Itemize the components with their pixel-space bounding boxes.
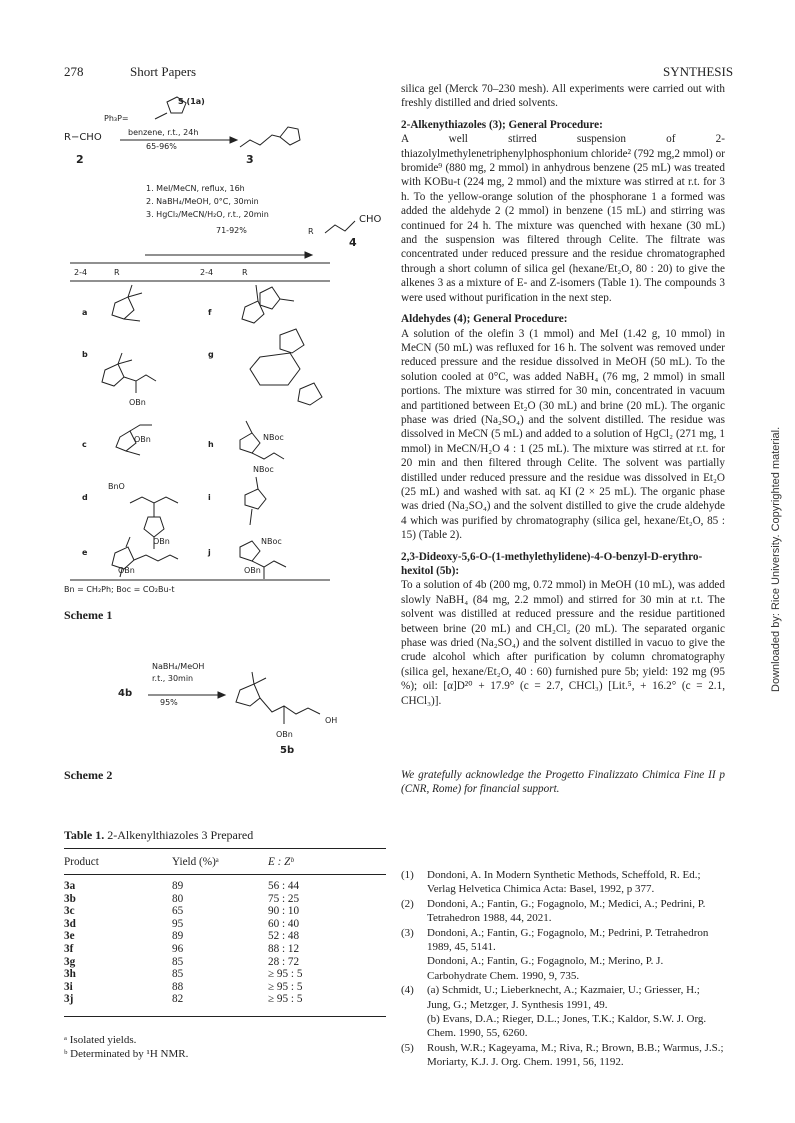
- table-row: 3i 88 ≥ 95 : 5: [64, 980, 303, 993]
- reference-item: (5) Roush, W.R.; Kageyama, M.; Riva, R.; Brown, B.B.; Warmus, J.S.; Moriarty, K.J. J. Org. Chem. 1991, 56, 1192.: [401, 1041, 724, 1069]
- table-row: 3g 85 28 : 72: [64, 955, 300, 968]
- row-label-c: c: [82, 440, 87, 449]
- label-obn-j: OBn: [244, 566, 261, 575]
- condition-1a: benzene, r.t., 24h: [128, 128, 199, 137]
- condition-2d: 71-92%: [216, 226, 247, 235]
- running-section: Short Papers: [130, 64, 197, 79]
- label-obn-c: OBn: [134, 435, 151, 444]
- row-label-i: i: [208, 493, 211, 502]
- acknowledgement: We gratefully acknowledge the Progetto Finalizzato Chimica Fine II p (CNR, Rome) for financial support.: [401, 769, 725, 796]
- table-row: 3f 96 88 : 12: [64, 942, 300, 955]
- row-label-j: j: [208, 548, 211, 557]
- aldehyde-rcho: R−CHO: [64, 132, 102, 143]
- row-label-g: g: [208, 350, 214, 359]
- table-1-top-rule: [64, 848, 386, 849]
- reference-item: (b) Evans, D.A.; Rieger, D.L.; Jones, T.K.; Kaldor, S.W. J. Org. Chem. 1990, 55, 6260.: [427, 1013, 707, 1040]
- row-label-d: d: [82, 493, 88, 502]
- table-row: 3d 95 60 : 40: [64, 917, 300, 930]
- row-label-b: b: [82, 350, 88, 359]
- structure-2f: [242, 285, 294, 323]
- scheme2-cond-c: 95%: [160, 698, 178, 707]
- download-notice: Downloaded by: Rice University. Copyrighted material.: [770, 426, 782, 692]
- label-nboc-j: NBoc: [261, 537, 282, 546]
- page-number: 278: [64, 64, 84, 79]
- table-1-header-product: Product: [64, 856, 99, 868]
- structure-2g: [250, 329, 322, 405]
- aldehyde-cho: CHO: [359, 214, 382, 225]
- table-1-footnote-b: ᵇ Determinated by ¹H NMR.: [64, 1048, 189, 1060]
- structure-2a: [112, 285, 142, 321]
- label-nboc-h: NBoc: [263, 433, 284, 442]
- intro-paragraph: silica gel (Merck 70–230 mesh). All experiments were carried out with freshly distilled and dried solvents.: [401, 83, 725, 110]
- compound-4-label: 4: [349, 236, 357, 249]
- condition-2b: 2. NaBH₄/MeOH, 0°C, 30min: [146, 197, 259, 206]
- scheme-1-footnote: Bn = CH₂Ph; Boc = CO₂Bu-t: [64, 585, 175, 594]
- table-1-header-yield: Yield (%)ᵃ: [172, 856, 219, 868]
- scheme2-cond-a: NaBH₄/MeOH: [152, 662, 205, 671]
- procedure-hexitol: To a solution of 4b (200 mg, 0.72 mmol) in MeOH (10 mL), was added slowly NaBH₄ (84 mg, 2.2 mmol) and stirred for 30 min at r.t. The solvent was distilled at reduced pressure and the residue partitioned between brine (20 mL) and CH₂Cl₂ (20 mL). The separated organic phase was dried (Na₂SO₄) and the solvent distilled in vacuo to give the crude alcohol which after purification by column chromatography (silica gel, hexane/Et₂O, 40 : 60) furnished pure 5b; yield: 192 mg (95 %); oil: [α]D²⁰ + 17.9° (c = 2.7, CHCl₃) [Lit.⁵, + 16.2° (c = 2.1, CHCl₃)].: [401, 579, 725, 707]
- table-1-footnote-a: ᵃ Isolated yields.: [64, 1034, 137, 1046]
- structure-2i: [245, 477, 266, 525]
- compound-3-label: 3: [246, 153, 254, 166]
- reference-item: (3) Dondoni, A.; Fantin, G.; Fogagnolo, M.; Pedrini, P. Tetrahedron 1989, 45, 5141.: [401, 926, 709, 954]
- scheme2-cond-b: r.t., 30min: [152, 674, 194, 683]
- scheme2-product-label: 5b: [280, 745, 295, 756]
- table-head-2-4-right: 2-4: [200, 268, 214, 277]
- thiazole-ring-product: [280, 127, 300, 145]
- table-row: 3b 80 75 : 25: [64, 892, 300, 905]
- reagent-ph3p: Ph₃P=: [104, 114, 129, 123]
- aldehyde-r: R: [308, 227, 314, 236]
- label-obn-b: OBn: [129, 398, 146, 407]
- table-1-bottom-rule: [64, 1016, 386, 1017]
- table-1-title-number: Table 1.: [64, 828, 105, 842]
- condition-1b: 65-96%: [146, 142, 177, 151]
- right-column: [401, 82, 725, 708]
- table-row: 3a 89 56 : 44: [64, 880, 300, 892]
- heading-hexitol: 2,3-Dideoxy-5,6-O-(1-methylethylidene)-4-O-benzyl-D-erythro-hexitol (5b):: [401, 550, 703, 577]
- table-head-r-right: R: [242, 268, 248, 277]
- condition-2c: 3. HgCl₂/MeCN/H₂O, r.t., 20min: [146, 210, 269, 219]
- table-1-header-ez: E : Zᵇ: [268, 856, 294, 868]
- row-label-a: a: [82, 308, 88, 317]
- table-head-r-left: R: [114, 268, 120, 277]
- heading-alkenylthiazoles: 2-Alkenythiazoles (3); General Procedure:: [401, 118, 603, 131]
- table-row: 3j 82 ≥ 95 : 5: [64, 993, 303, 1006]
- compound-2-label: 2: [76, 153, 84, 166]
- label-obn-e2: OBn: [118, 566, 135, 575]
- reference-item: (2) Dondoni, A.; Fantin, G.; Fogagnolo, M.; Medici, A.; Pedrini, P. Tetrahedron 1988, 44, 2021.: [401, 897, 706, 925]
- table-1-title-text: 2-Alkenylthiazoles 3 Prepared: [104, 828, 254, 842]
- row-label-e: e: [82, 548, 88, 557]
- heading-aldehydes: Aldehydes (4); General Procedure:: [401, 313, 568, 326]
- journal-name: SYNTHESIS: [663, 64, 734, 79]
- dioxolane-ring-5b: [236, 684, 260, 706]
- procedure-alkenylthiazoles: A well stirred suspension of 2-thiazolylmethylenetriphenylphosphonium chloride² (792 mg,2 mmol) or bromide⁹ (880 mg, 2 mmol) in anhydrous benzene (25 mL) was treated with KOBu-t (224 mg, 2 mmol) and the mixture was stirred at r.t. for 3 h. To the yellow-orange solution of the phosphorane 1 a formed was added the aldehyde 2 (2 mmol) in benzene (15 mL) and stirring was continued for 24 h. The mixture was quenched with hexane (30 mL) and the suspension was filtered through Celite. The filtrate was concentrated under reduced pressure and the residue chromatographed through a short column of silica gel (hexane/Et₂O, 80 : 20) to give the alkenes 3 as a mixture of E- and Z-isomers (Table 1). The compounds 3 were used without purification in the next step.: [401, 133, 725, 304]
- table-1-title: [64, 828, 253, 843]
- label-bno-d: BnO: [108, 482, 125, 491]
- reference-item: (1) Dondoni, A. In Modern Synthetic Methods, Scheffold, R. Ed.; Verlag Helvetica Chimica Acta: Basel, 1992, p 377.: [401, 869, 701, 896]
- scheme2-start: 4b: [118, 688, 133, 699]
- scheme-2-graphics: [100, 650, 360, 760]
- structure-2b: [102, 353, 156, 393]
- scheme-2-label: Scheme 2: [64, 768, 113, 782]
- table-1-head-rule: [64, 874, 386, 875]
- table-row: 3h 85 ≥ 95 : 5: [64, 968, 303, 981]
- reagent-label: S (1a): [178, 97, 205, 106]
- label-nboc-i: NBoc: [253, 465, 274, 474]
- table-row: 3e 89 52 : 48: [64, 930, 300, 943]
- table-head-2-4-left: 2-4: [74, 268, 88, 277]
- row-label-h: h: [208, 440, 214, 449]
- scheme-1-graphics: [60, 85, 380, 645]
- scheme2-oh: OH: [325, 716, 338, 725]
- label-obn-e: OBn: [153, 537, 170, 546]
- scheme2-obn: OBn: [276, 730, 293, 739]
- scheme-1-label: Scheme 1: [64, 608, 113, 622]
- reference-item: Dondoni, A.; Fantin, G.; Fogagnolo, M.; Merino, P. J. Carbohydrate Chem. 1990, 9, 735.: [427, 955, 664, 982]
- references: [401, 868, 725, 1070]
- condition-2a: 1. MeI/MeCN, reflux, 16h: [146, 184, 245, 193]
- row-label-f: f: [208, 308, 212, 317]
- table-1-body: [64, 880, 302, 1006]
- procedure-aldehydes: A solution of the olefin 3 (1 mmol) and MeI (1.42 g, 10 mmol) in MeCN (50 mL) was refluxed for 16 h. The solvent was removed under reduced pressure and the residue dissolved in MeOH (50 mL). To the solution cooled at 0°C, was added NaBH₄ (76 mg, 2 mmol) in small portions. The mixture was stirred for 30 min, concentrated in vacuum and partitioned between Et₂O (30 mL) and brine (20 mL). The organic phase was dried (Na₂SO₄) and the solvent distilled. The residue was dissolved in MeCN (5 mL) and added to a solution of HgCl₂ (271 mg, 1 mmol) in MeCN/H₂O 4 : 1 (25 mL). The mixture was stirred at r.t. for 20 min and then filtered through Celite. The solvent was partially distilled under reduced pressure and the residue was dissolved in Et₂O (25 mL) and washed with sat. aq KI (2 × 25 mL). The organic phase was dried (Na₂SO₄) and the solvent distilled to give the crude aldehyde 4 which was purified by chromatography (silica gel, hexane/Et₂O, 85 : 15) (Table 2).: [401, 327, 725, 542]
- reference-item: (4) (a) Schmidt, U.; Lieberknecht, A.; Kazmaier, U.; Griesser, H.; Jung, G.; Metzger, J. Synthesis 1991, 49.: [401, 984, 700, 1011]
- table-row: 3c 65 90 : 10: [64, 905, 300, 918]
